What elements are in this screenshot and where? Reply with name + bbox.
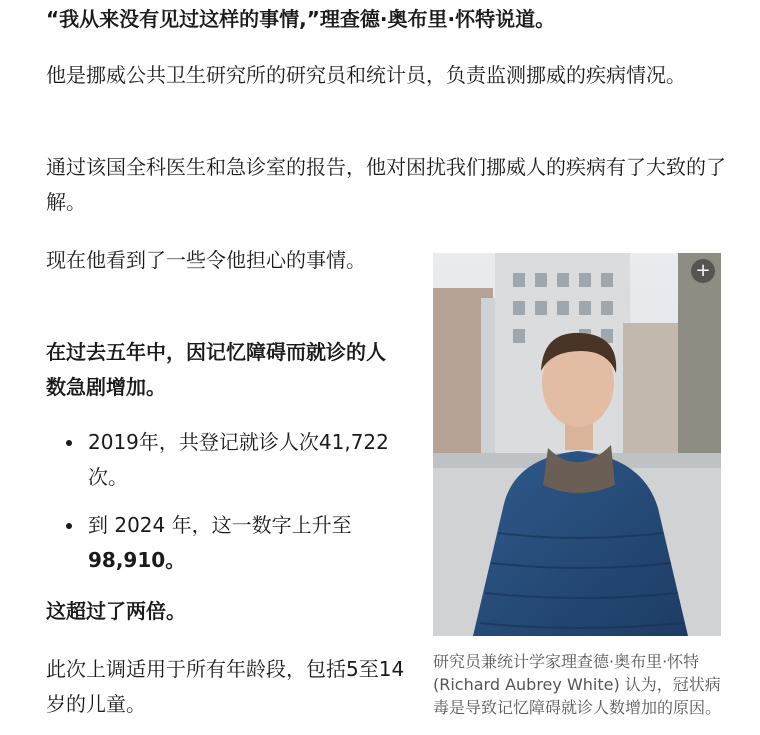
quote-heading: “我从来没有见过这样的事情,”理查德·奥布里·怀特说道。 [46,7,556,31]
stats-list [46,425,406,591]
expand-icon[interactable]: + [691,259,715,283]
paragraph-age-groups: 此次上调适用于所有年龄段，包括5至14岁的儿童。 [46,657,405,716]
list-item [46,425,406,495]
bullet-value-2024: 98,910 [88,548,166,572]
list-item [46,508,406,578]
paragraph-reports: 通过该国全科医生和急诊室的报告，他对困扰我们挪威人的疾病有了大致的了解。 [46,155,726,214]
bullet-dot-icon [66,440,72,446]
portrait-photo [433,253,721,636]
paragraph-intro: 他是挪威公共卫生研究所的研究员和统计员，负责监测挪威的疾病情况。 [46,63,686,87]
bold-statement-increase: 在过去五年中，因记忆障碍而就诊的人数急剧增加。 [46,340,386,399]
bullet-text-2024-suffix: 。 [165,548,186,572]
bullet-dot-icon [66,523,72,529]
article-figure[interactable] [433,253,721,636]
paragraph-concern: 现在他看到了一些令他担心的事情。 [46,248,366,272]
figure-caption: 研究员兼统计学家理查德·奥布里·怀特 (Richard Aubrey White) 认为，冠状病毒是导致记忆障碍就诊人数增加的原因。 [433,652,722,717]
bullet-text-2024-prefix: 到 2024 年，这一数字上升至 [88,513,352,537]
bullet-text-2019: 2019年，共登记就诊人次41,722次。 [88,430,389,489]
bold-statement-doubled: 这超过了两倍。 [46,599,186,623]
